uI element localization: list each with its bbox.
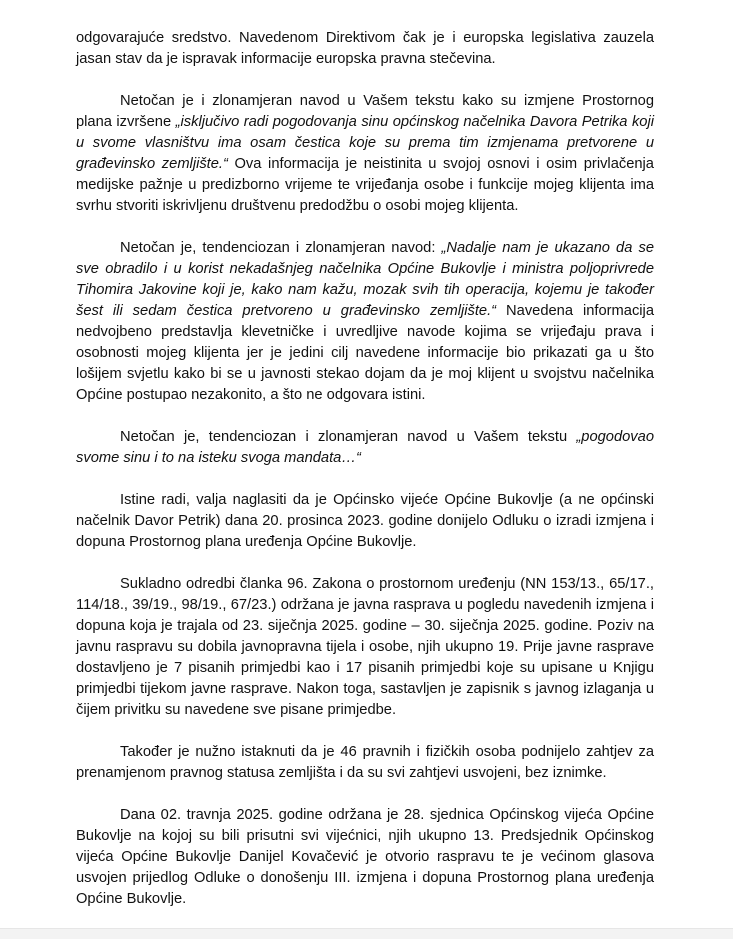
paragraph-text: Istine radi, valja naglasiti da je Općinsko vijeće Općine Bukovlje (a ne općinski načelnik Davor Petrik) dana 20. prosinca 2023. godine donijelo Odluku o izradi izmjena i dopuna Prostornog plana uređenja Općine Bukovlje. — [76, 492, 654, 550]
paragraph-council-decision — [76, 490, 654, 553]
paragraph-requests — [76, 742, 654, 784]
paragraph-council-session — [76, 805, 654, 910]
paragraph-text: Netočan je, tendenciozan i zlonamjeran navod: — [120, 240, 442, 256]
paragraph-text: odgovarajuće sredstvo. Navedenom Direktivom čak je i europska legislativa zauzela jasan stav da je ispravak informacije europska pravna stečevina. — [76, 30, 654, 67]
paragraph-petrik-claim — [76, 91, 654, 217]
paragraph-mandate-claim — [76, 427, 654, 469]
quoted-claim: „Nadalje nam je ukazano da se sve obradilo i u korist nekadašnjeg načelnika Općine Bukovlje i ministra poljoprivrede Tihomira Jakovine koji je, kako nam kažu, mozak svih tih operacija, kojemu je također šest ili sedam čestica pretvoreno u građevinsko zemljište.“ — [76, 240, 654, 319]
paragraph-directive — [76, 28, 654, 70]
paragraph-jakovina-claim — [76, 238, 654, 406]
paragraph-text: Ova informacija je neistinita u svojoj osnovi i osim privlačenja medijske pažnje u predizborno vrijeme te vrijeđanja osobe i funkcije mojeg klijenta ima svrhu stvoriti iskrivljenu društvenu predodžbu o osobi mojeg klijenta. — [76, 156, 654, 214]
page-bottom-edge — [0, 928, 733, 939]
quoted-claim: „pogodovao svome sinu i to na isteku svoga mandata…“ — [76, 429, 654, 466]
paragraph-text: Netočan je, tendenciozan i zlonamjeran navod u Vašem tekstu — [120, 429, 577, 445]
paragraph-text: Navedena informacija nedvojbeno predstavlja klevetničke i uvredljive navode kojima se vrijeđaju prava i osobnosti mojeg klijenta jer je jedini cilj navedene informacije bio prikazati ga u što lošijem svjetlu kako bi se u javnosti stekao dojam da je moj klijent u svojstvu načelnika Općine postupao nezakonito, a što ne odgovara istini. — [76, 303, 654, 403]
paragraph-public-hearing — [76, 574, 654, 721]
paragraph-text: Sukladno odredbi članka 96. Zakona o prostornom uređenju (NN 153/13., 65/17., 114/18., 39/19., 98/19., 67/23.) održana je javna rasprava u pogledu navedenih izmjena i dopuna koja je trajala od 23. siječnja 2025. godine – 30. siječnja 2025. godine. Poziv na javnu raspravu su dobila javnopravna tijela i osobe, njih ukupno 19. Prije javne rasprave dostavljeno je 7 pisanih primjedbi kao i 17 pisanih primjedbi koje su upisane u Knjigu primjedbi tijekom javne rasprave. Nakon toga, sastavljen je zapisnik s javnog izlaganja u čijem privitku su navedene sve pisane primjedbe. — [76, 576, 654, 718]
document-body — [76, 28, 654, 931]
paragraph-text: Također je nužno istaknuti da je 46 pravnih i fizičkih osoba podnijelo zahtjev za prenamjenom pravnog statusa zemljišta i da su svi zahtjevi usvojeni, bez iznimke. — [76, 744, 654, 781]
paragraph-text: Netočan je i zlonamjeran navod u Vašem tekstu kako su izmjene Prostornog plana izvršene — [76, 93, 654, 130]
paragraph-text: Dana 02. travnja 2025. godine održana je 28. sjednica Općinskog vijeća Općine Bukovlje na kojoj su bili prisutni svi vijećnici, njih ukupno 13. Predsjednik Općinskog vijeća Općine Bukovlje Danijel Kovačević je otvorio raspravu te je većinom glasova usvojen prijedlog Odluke o donošenju III. izmjena i dopuna Prostornog plana uređenja Općine Bukovlje. — [76, 807, 654, 907]
quoted-claim: „isključivo radi pogodovanja sinu općinskog načelnika Davora Petrika koji u svome vlasništvu ima osam čestica koje su prema tim izmjenama pretvorene u građevinsko zemljište.“ — [76, 114, 654, 172]
